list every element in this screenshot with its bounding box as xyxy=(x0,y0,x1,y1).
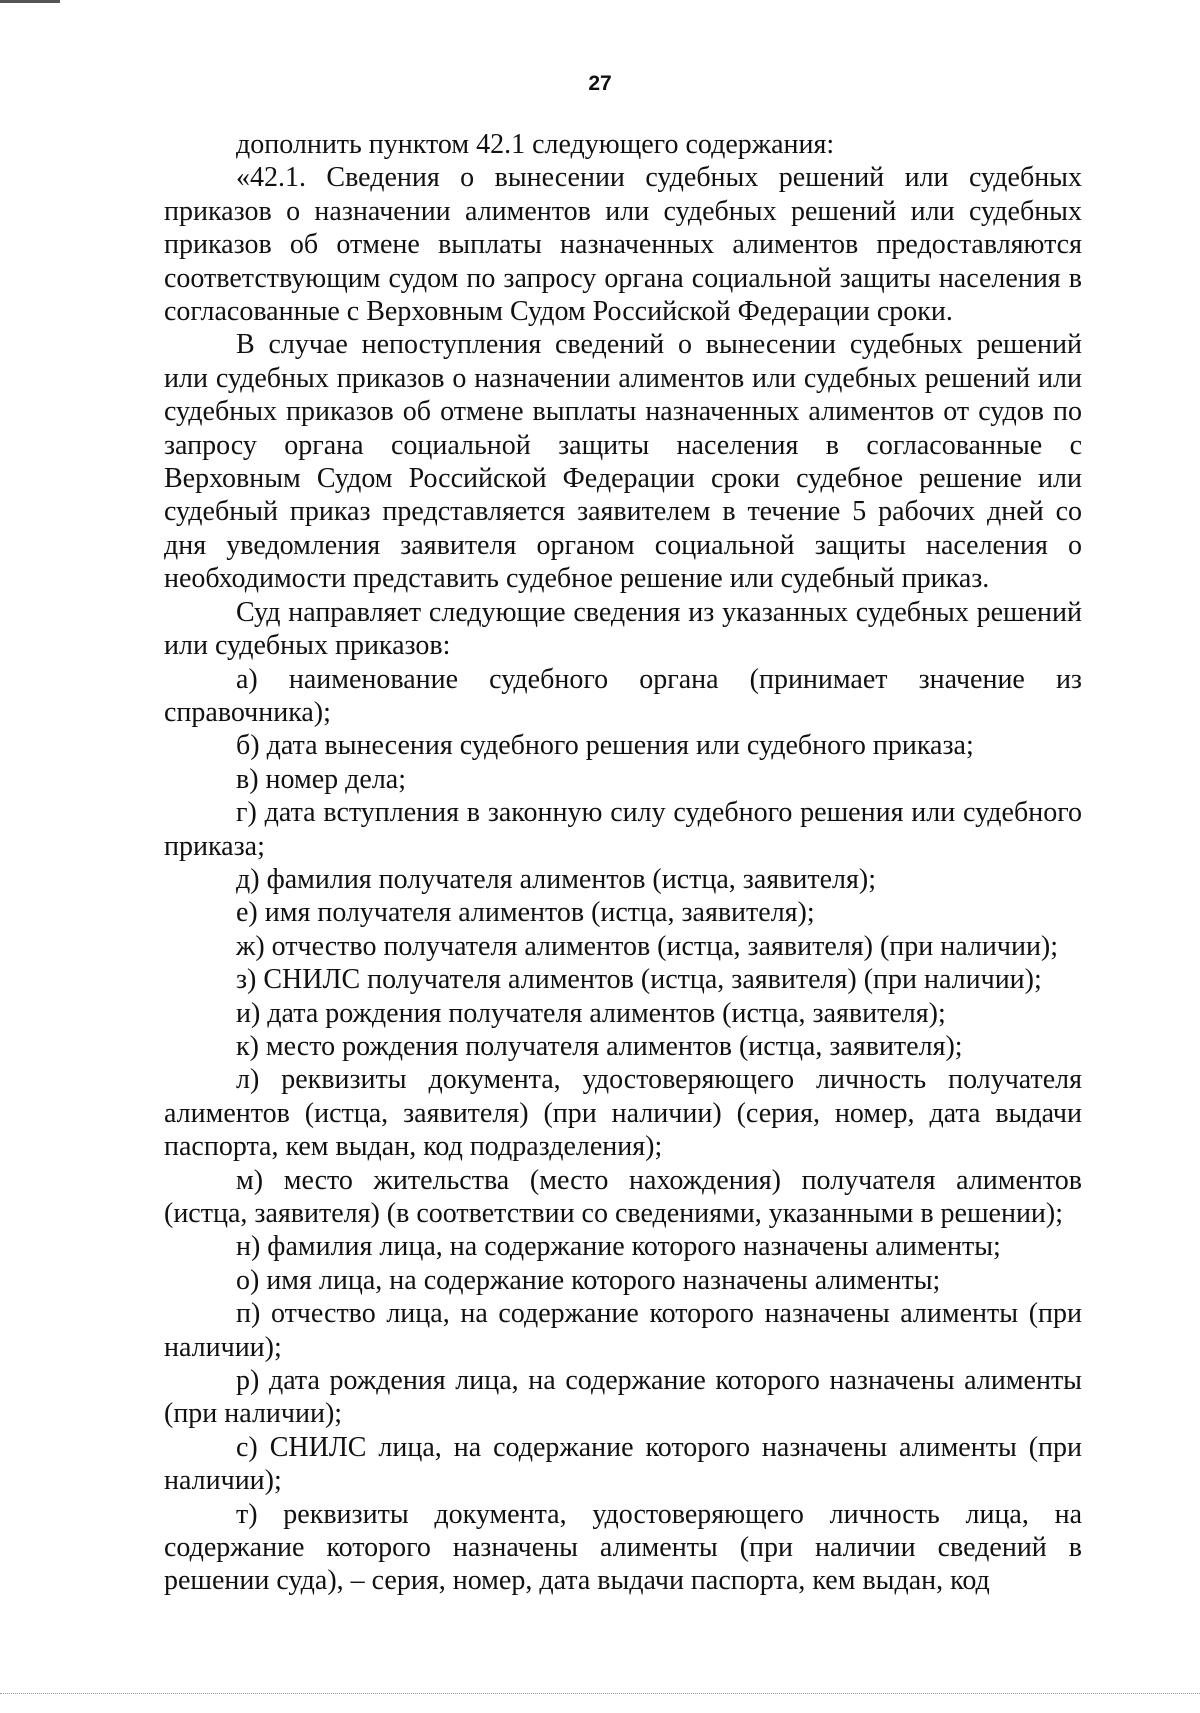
list-item-m: м) место жительства (место нахождения) получателя алиментов (истца, заявителя) (в соответствии со сведениями, указанными в решении); xyxy=(164,1164,1082,1229)
list-item-g: г) дата вступления в законную силу судебного решения или судебного приказа; xyxy=(164,797,1082,862)
list-item-l: л) реквизиты документа, удостоверяющего личность получателя алиментов (истца, заявителя) (при наличии) (серия, номер, дата выдачи паспорта, кем выдан, код подразделения); xyxy=(164,1064,1082,1163)
paragraph-court-sends: Суд направляет следующие сведения из указанных судебных решений или судебных приказов: xyxy=(164,596,1082,662)
list-item-a: а) наименование судебного органа (принимает значение из справочника); xyxy=(164,663,1082,728)
list-item-s: с) СНИЛС лица, на содержание которого назначены алименты (при наличии); xyxy=(164,1431,1082,1497)
list-item-v: в) номер дела; xyxy=(236,763,406,795)
list-item-zh: ж) отчество получателя алиментов (истца, заявителя) (при наличии); xyxy=(236,930,1059,962)
list-item-n: н) фамилия лица, на содержание которого назначены алименты; xyxy=(236,1231,1001,1263)
paragraph-42-1: «42.1. Сведения о вынесении судебных решений или судебных приказов о назначении алиментов или судебных решений или судебных приказов об отмене выплаты назначенных алиментов предоставляются соответствующим судом по запросу органа социальной защиты населения в согласованные с Верховным Судом Российской Федерации сроки. xyxy=(164,162,1082,328)
scan-edge-mark xyxy=(0,0,60,3)
scan-bottom-edge xyxy=(0,1693,1200,1695)
list-item-i: и) дата рождения получателя алиментов (истца, заявителя); xyxy=(236,997,946,1029)
list-item-k: к) место рождения получателя алиментов (истца, заявителя); xyxy=(236,1030,963,1062)
list-item-r: р) дата рождения лица, на содержание которого назначены алименты (при наличии); xyxy=(164,1365,1082,1430)
list-item-z: з) СНИЛС получателя алиментов (истца, заявителя) (при наличии); xyxy=(236,964,1042,996)
paragraph-intro: дополнить пунктом 42.1 следующего содержания: xyxy=(236,129,835,160)
document-body xyxy=(164,128,1082,1598)
paragraph-nonreceipt: В случае непоступления сведений о вынесении судебных решений или судебных приказов о назначении алиментов или судебных решений или судебных приказов об отмене выплаты назначенных алиментов от судов по запросу органа социальной защиты населения в согласованные с Верховным Судом Российской Федерации сроки судебное решение или судебный приказ представляется заявителем в течение 5 рабочих дней со дня уведомления заявителя органом социальной защиты населения о необходимости представить судебное решение или судебный приказ. xyxy=(164,329,1082,595)
list-item-p: п) отчество лица, на содержание которого назначены алименты (при наличии); xyxy=(164,1298,1082,1363)
list-item-t: т) реквизиты документа, удостоверяющего личность лица, на содержание которого назначены алименты (при наличии сведений в решении суда), – серия, номер, дата выдачи паспорта, кем выдан, код xyxy=(164,1498,1082,1597)
list-item-b: б) дата вынесения судебного решения или судебного приказа; xyxy=(236,730,974,762)
page-number: 27 xyxy=(588,72,612,95)
list-item-d: д) фамилия получателя алиментов (истца, заявителя); xyxy=(236,863,876,895)
list-item-e: е) имя получателя алиментов (истца, заявителя); xyxy=(236,897,815,929)
list-item-o: о) имя лица, на содержание которого назначены алименты; xyxy=(236,1264,941,1296)
